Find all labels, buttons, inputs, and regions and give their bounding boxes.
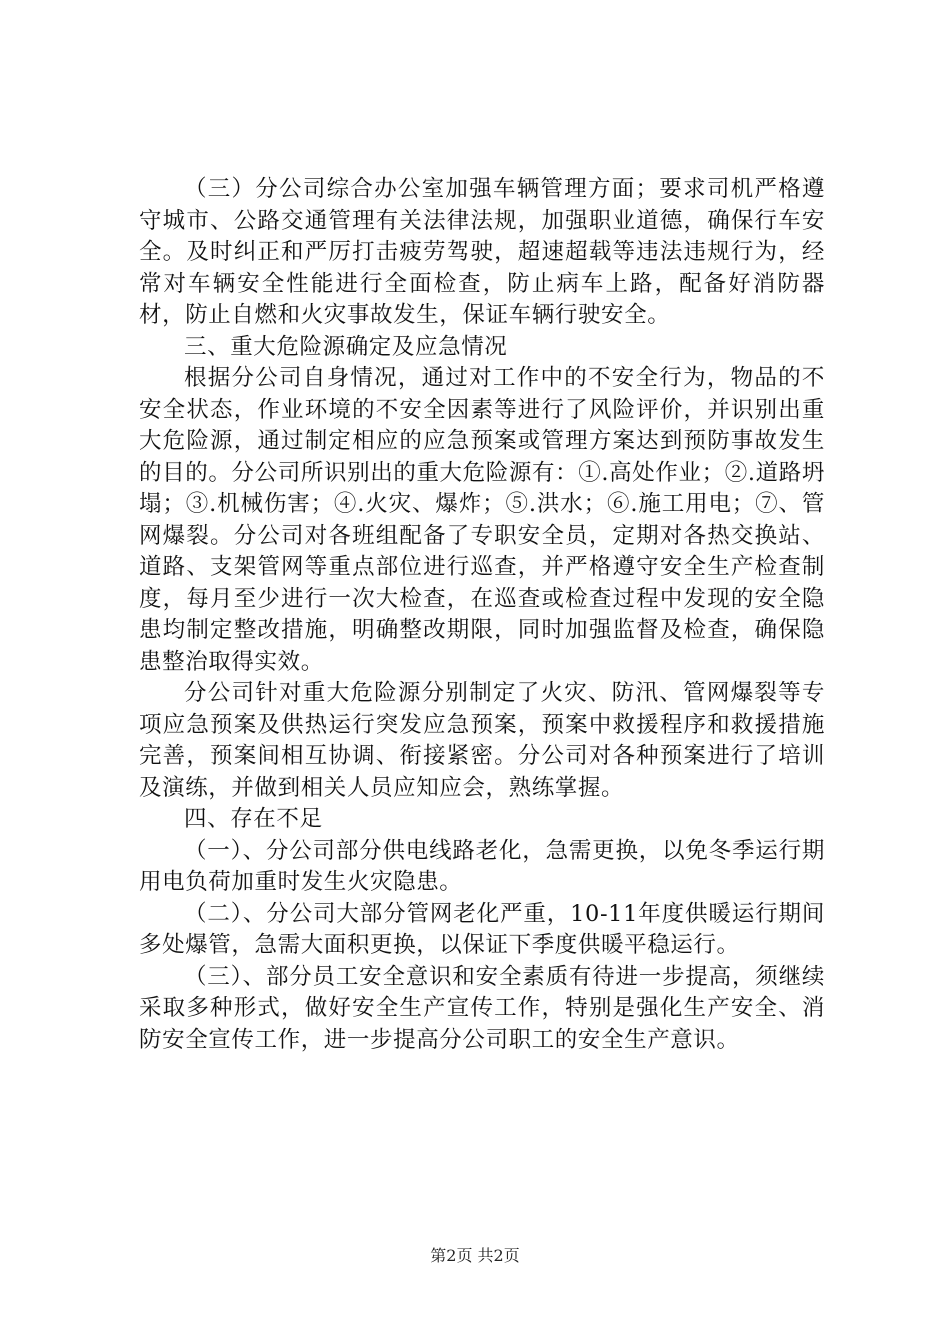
document-body <box>139 174 825 1056</box>
paragraph-emergency-plans: 分公司针对重大危险源分别制定了火灾、防汛、管网爆裂等专项应急预案及供热运行突发应急预案，预案中救援程序和救援措施完善，预案间相互协调、衔接紧密。分公司对各种预案进行了培训及演练，并做到相关人员应知应会，熟练掌握。 <box>139 680 825 801</box>
paragraph-vehicle-management: （三）分公司综合办公室加强车辆管理方面；要求司机严格遵守城市、公路交通管理有关法律法规，加强职业道德，确保行车安全。及时纠正和严厉打击疲劳驾驶，超速超载等违法违规行为，经常对车辆安全性能进行全面检查，防止病车上路，配备好消防器材，防止自燃和火灾事故发生，保证车辆行驶安全。 <box>139 176 825 328</box>
section-heading-hazard-sources: 三、重大危险源确定及应急情况 <box>184 333 508 360</box>
page-footer <box>0 1245 950 1267</box>
paragraph-shortcoming-safety-awareness: （三）、部分员工安全意识和安全素质有待进一步提高，须继续采取多种形式，做好安全生产宣传工作，特别是强化生产安全、消防安全宣传工作，进一步提高分公司职工的安全生产意识。 <box>139 963 825 1053</box>
paragraph-hazard-identification: 根据分公司自身情况，通过对工作中的不安全行为，物品的不安全状态，作业环境的不安全因素等进行了风险评价，并识别出重大危险源，通过制定相应的应急预案或管理方案达到预防事故发生的目的。分公司所识别出的重大危险源有：①.高处作业；②.道路坍塌；③.机械伤害；④.火灾、爆炸；⑤.洪水；⑥.施工用电；⑦、管网爆裂。分公司对各班组配备了专职安全员，定期对各热交换站、道路、支架管网等重点部位进行巡查，并严格遵守安全生产检查制度，每月至少进行一次大检查，在巡查或检查过程中发现的安全隐患均制定整改措施，明确整改期限，同时加强监督及检查，确保隐患整治取得实效。 <box>139 365 825 675</box>
paragraph-shortcoming-power-lines: （一）、分公司部分供电线路老化，急需更换，以免冬季运行期用电负荷加重时发生火灾隐患。 <box>139 837 825 895</box>
section-heading-shortcomings: 四、存在不足 <box>184 806 323 832</box>
page-number-label: 第2页 共2页 <box>430 1246 520 1265</box>
paragraph-shortcoming-pipe-network: （二）、分公司大部分管网老化严重，10-11年度供暖运行期间多处爆管，急需大面积更换，以保证下季度供暖平稳运行。 <box>139 900 825 958</box>
